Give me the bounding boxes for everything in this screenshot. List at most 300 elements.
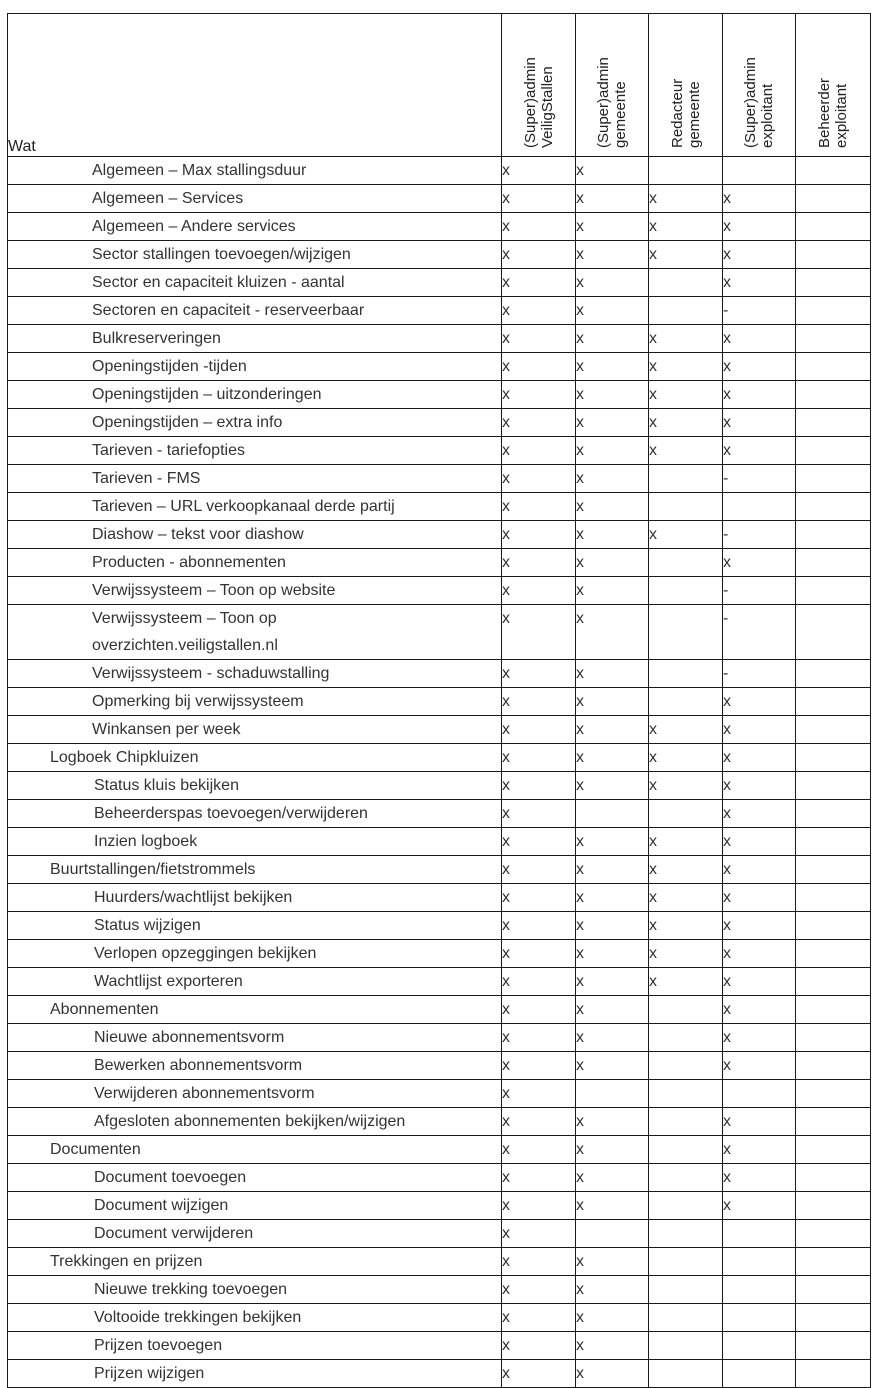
permission-cell: x: [502, 381, 576, 409]
permission-cell: [723, 493, 796, 521]
row-label: [8, 1248, 502, 1276]
permission-cell: x: [723, 213, 796, 241]
header-role-superadmin-veiligstallen: [502, 14, 576, 157]
table-row: [8, 185, 871, 213]
permission-cell: x: [649, 353, 723, 381]
row-label-text: Logboek Chipkluizen: [50, 749, 199, 766]
header-role-superadmin-gemeente: [576, 14, 649, 157]
permission-cell: x: [723, 744, 796, 772]
permission-cell: x: [649, 185, 723, 213]
row-label-text: Huurders/wachtlijst bekijken: [94, 889, 293, 906]
table-row: [8, 1136, 871, 1164]
permission-cell: x: [502, 968, 576, 996]
permission-cell: x: [502, 521, 576, 549]
table-row: [8, 1108, 871, 1136]
row-label: [8, 996, 502, 1024]
permission-cell: [796, 1108, 871, 1136]
table-row: [8, 465, 871, 493]
row-label: [8, 409, 502, 437]
row-label-text: Tarieven – URL verkoopkanaal derde partij: [92, 498, 395, 515]
permission-cell: [796, 828, 871, 856]
table-row: [8, 549, 871, 577]
permission-cell: x: [576, 1164, 649, 1192]
permission-cell: x: [723, 269, 796, 297]
permission-cell: x: [576, 912, 649, 940]
row-label: [8, 605, 502, 660]
permission-cell: [796, 493, 871, 521]
permission-cell: x: [723, 1136, 796, 1164]
table-row: [8, 1164, 871, 1192]
row-label-text: Verwijssysteem – Toon op website: [92, 582, 336, 599]
permission-cell: x: [502, 465, 576, 493]
permission-cell: x: [723, 716, 796, 744]
row-label: [8, 437, 502, 465]
permission-cell: x: [502, 493, 576, 521]
table-row: [8, 1192, 871, 1220]
permission-cell: x: [723, 1192, 796, 1220]
permission-cell: [649, 1332, 723, 1360]
row-label-text: Buurtstallingen/fietstrommels: [50, 861, 256, 878]
permission-cell: x: [502, 577, 576, 605]
permission-cell: [796, 381, 871, 409]
row-label-text: Prijzen wijzigen: [94, 1365, 205, 1382]
row-label: [8, 1220, 502, 1248]
permission-cell: [649, 577, 723, 605]
permission-cell: [796, 157, 871, 185]
permission-cell: x: [723, 828, 796, 856]
permission-cell: x: [576, 297, 649, 325]
table-row: [8, 1276, 871, 1304]
permission-cell: [796, 996, 871, 1024]
permission-cell: x: [649, 772, 723, 800]
header-role-line1: (Super)admin: [742, 57, 759, 148]
permission-cell: x: [502, 409, 576, 437]
table-row: [8, 828, 871, 856]
row-label: [8, 1304, 502, 1332]
table-row: [8, 213, 871, 241]
row-label-text: Algemeen – Andere services: [92, 218, 296, 235]
header-role-beheerder-exploitant: [796, 14, 871, 157]
permission-cell: [796, 856, 871, 884]
permission-cell: x: [576, 185, 649, 213]
permission-cell: x: [649, 744, 723, 772]
permission-cell: x: [502, 353, 576, 381]
permission-cell: [649, 1276, 723, 1304]
permission-cell: x: [576, 577, 649, 605]
permission-cell: x: [649, 381, 723, 409]
permission-cell: x: [502, 241, 576, 269]
permission-cell: [796, 912, 871, 940]
permission-cell: [796, 940, 871, 968]
permission-cell: x: [502, 1304, 576, 1332]
permission-cell: x: [649, 521, 723, 549]
permission-cell: -: [723, 577, 796, 605]
permission-cell: x: [576, 1136, 649, 1164]
permission-cell: x: [576, 325, 649, 353]
permissions-table: [7, 13, 871, 1388]
permission-cell: x: [502, 996, 576, 1024]
permission-cell: [796, 660, 871, 688]
permission-cell: x: [502, 1248, 576, 1276]
row-label: [8, 241, 502, 269]
row-label-text: Tarieven - FMS: [92, 470, 201, 487]
permission-cell: [796, 1360, 871, 1388]
permission-cell: [649, 269, 723, 297]
permission-cell: x: [502, 1080, 576, 1108]
header-role-line2: gemeente: [612, 81, 629, 148]
permission-cell: [796, 1052, 871, 1080]
permission-cell: [796, 1164, 871, 1192]
permission-cell: x: [723, 688, 796, 716]
row-label-text: Algemeen – Max stallingsduur: [92, 162, 307, 179]
row-label-text: Status wijzigen: [94, 917, 201, 934]
permission-cell: [649, 688, 723, 716]
permission-cell: x: [502, 772, 576, 800]
permission-cell: x: [576, 1360, 649, 1388]
row-label-text: Verwijderen abonnementsvorm: [94, 1085, 315, 1102]
permission-cell: [796, 325, 871, 353]
permission-cell: [796, 549, 871, 577]
permission-cell: x: [502, 716, 576, 744]
permission-cell: x: [649, 968, 723, 996]
table-row: [8, 493, 871, 521]
row-label: [8, 884, 502, 912]
permission-cell: [649, 1220, 723, 1248]
permission-cell: x: [576, 157, 649, 185]
permission-cell: x: [576, 828, 649, 856]
permission-cell: [796, 269, 871, 297]
row-label-text: Sector stallingen toevoegen/wijzigen: [92, 246, 351, 263]
permission-cell: [796, 1192, 871, 1220]
header-row: [8, 14, 871, 157]
table-row: [8, 660, 871, 688]
permission-cell: x: [576, 1248, 649, 1276]
row-label-text: Nieuwe trekking toevoegen: [94, 1281, 288, 1298]
row-label-text: Verwijssysteem - schaduwstalling: [92, 665, 330, 682]
header-role-line2: exploitant: [833, 83, 850, 148]
row-label: [8, 465, 502, 493]
permission-cell: [576, 800, 649, 828]
permission-cell: x: [723, 1164, 796, 1192]
permission-cell: x: [576, 605, 649, 660]
table-row: [8, 884, 871, 912]
permission-cell: x: [723, 912, 796, 940]
row-label: [8, 1052, 502, 1080]
permission-cell: [723, 1220, 796, 1248]
permission-cell: x: [576, 940, 649, 968]
row-label: [8, 828, 502, 856]
row-label-text: Producten - abonnementen: [92, 554, 286, 571]
row-label: [8, 521, 502, 549]
permission-cell: [796, 800, 871, 828]
permission-cell: [796, 241, 871, 269]
row-label-text: Afgesloten abonnementen bekijken/wijzigen: [94, 1113, 406, 1130]
permission-cell: x: [502, 1136, 576, 1164]
permission-cell: x: [502, 1360, 576, 1388]
permission-cell: x: [576, 744, 649, 772]
permission-cell: x: [723, 1024, 796, 1052]
row-label: [8, 1276, 502, 1304]
permission-cell: x: [723, 185, 796, 213]
row-label: [8, 856, 502, 884]
permission-cell: x: [502, 660, 576, 688]
row-label-text: Document toevoegen: [94, 1169, 247, 1186]
permission-cell: x: [576, 996, 649, 1024]
row-label: [8, 660, 502, 688]
table-row: [8, 353, 871, 381]
row-label: [8, 1024, 502, 1052]
permission-cell: x: [723, 409, 796, 437]
permission-cell: [649, 1360, 723, 1388]
permission-cell: x: [723, 241, 796, 269]
table-row: [8, 409, 871, 437]
table-row: [8, 297, 871, 325]
row-label: [8, 577, 502, 605]
permission-cell: x: [576, 493, 649, 521]
row-label: [8, 716, 502, 744]
permission-cell: x: [649, 241, 723, 269]
permission-cell: [796, 353, 871, 381]
permission-cell: [796, 1024, 871, 1052]
table-row: [8, 1220, 871, 1248]
permission-cell: x: [576, 465, 649, 493]
permission-cell: x: [576, 856, 649, 884]
table-row: [8, 744, 871, 772]
permission-cell: x: [502, 1164, 576, 1192]
row-label: [8, 772, 502, 800]
row-label-text: Openingstijden – uitzonderingen: [92, 386, 322, 403]
row-label: [8, 213, 502, 241]
row-label-text: Document verwijderen: [94, 1225, 254, 1242]
permission-cell: [796, 744, 871, 772]
permission-cell: [796, 605, 871, 660]
row-label: [8, 325, 502, 353]
permission-cell: -: [723, 297, 796, 325]
table-row: [8, 269, 871, 297]
permission-cell: x: [502, 325, 576, 353]
permission-cell: x: [502, 1052, 576, 1080]
row-label-text: Document wijzigen: [94, 1197, 229, 1214]
table-row: [8, 940, 871, 968]
permission-cell: x: [649, 940, 723, 968]
table-row: [8, 716, 871, 744]
row-label: [8, 493, 502, 521]
table-row: [8, 1360, 871, 1388]
permission-cell: [796, 213, 871, 241]
permission-cell: x: [649, 828, 723, 856]
permission-cell: [796, 185, 871, 213]
permission-cell: x: [576, 269, 649, 297]
permission-cell: x: [576, 772, 649, 800]
permission-cell: x: [649, 437, 723, 465]
header-role-line2: gemeente: [685, 81, 703, 148]
permission-cell: [649, 493, 723, 521]
permission-cell: -: [723, 465, 796, 493]
permission-cell: x: [576, 409, 649, 437]
row-label-text: Winkansen per week: [92, 721, 241, 738]
permission-cell: x: [502, 856, 576, 884]
permission-cell: x: [723, 1108, 796, 1136]
permission-cell: x: [576, 241, 649, 269]
permission-cell: x: [502, 940, 576, 968]
row-label: [8, 185, 502, 213]
permission-cell: [796, 409, 871, 437]
permission-cell: x: [502, 1192, 576, 1220]
permission-cell: x: [576, 381, 649, 409]
permission-cell: [796, 521, 871, 549]
permission-cell: [649, 1192, 723, 1220]
table-row: [8, 1248, 871, 1276]
permission-cell: x: [723, 996, 796, 1024]
header-wat: Wat: [8, 14, 502, 157]
permission-cell: x: [723, 437, 796, 465]
row-label-text: Bulkreserveringen: [92, 330, 221, 347]
permission-cell: [796, 688, 871, 716]
permission-cell: [723, 157, 796, 185]
row-label: [8, 381, 502, 409]
permission-cell: [796, 577, 871, 605]
table-row: [8, 800, 871, 828]
permission-cell: x: [576, 884, 649, 912]
permission-cell: x: [576, 1052, 649, 1080]
permission-cell: x: [649, 912, 723, 940]
permission-cell: x: [502, 884, 576, 912]
permission-cell: [576, 1080, 649, 1108]
permission-cell: [796, 437, 871, 465]
permission-cell: x: [576, 437, 649, 465]
permission-cell: x: [723, 856, 796, 884]
table-row: [8, 1080, 871, 1108]
permission-cell: x: [649, 409, 723, 437]
row-label-text: Diashow – tekst voor diashow: [92, 526, 304, 543]
permission-cell: -: [723, 605, 796, 660]
header-role-line2: VeiligStallen: [538, 66, 556, 148]
row-label: [8, 269, 502, 297]
permission-cell: x: [649, 213, 723, 241]
permission-cell: x: [723, 884, 796, 912]
permission-cell: x: [576, 1024, 649, 1052]
header-role-line2: exploitant: [759, 83, 776, 148]
permission-cell: [796, 1332, 871, 1360]
permission-cell: [649, 549, 723, 577]
table-row: [8, 1304, 871, 1332]
row-label-text: Sectoren en capaciteit - reserveerbaar: [92, 302, 365, 319]
row-label-text: Prijzen toevoegen: [94, 1337, 223, 1354]
permission-cell: [649, 996, 723, 1024]
permission-cell: [796, 968, 871, 996]
permission-cell: [723, 1304, 796, 1332]
permission-cell: x: [576, 660, 649, 688]
permission-cell: x: [502, 912, 576, 940]
permission-cell: [649, 465, 723, 493]
permission-cell: [796, 1136, 871, 1164]
permission-cell: x: [502, 1024, 576, 1052]
table-row: [8, 772, 871, 800]
permission-cell: x: [502, 744, 576, 772]
permission-cell: [796, 1304, 871, 1332]
permission-cell: [723, 1248, 796, 1276]
permission-cell: x: [723, 940, 796, 968]
permission-cell: x: [576, 1108, 649, 1136]
permission-cell: x: [723, 381, 796, 409]
row-label: [8, 1136, 502, 1164]
permission-cell: x: [723, 353, 796, 381]
permission-cell: x: [649, 716, 723, 744]
table-row: [8, 605, 871, 660]
row-label-text: Bewerken abonnementsvorm: [94, 1057, 303, 1074]
permission-cell: x: [502, 157, 576, 185]
permission-cell: x: [576, 353, 649, 381]
permission-cell: x: [502, 1108, 576, 1136]
permission-cell: [723, 1276, 796, 1304]
row-label-text: Status kluis bekijken: [94, 777, 239, 794]
row-label: [8, 968, 502, 996]
permission-cell: [796, 297, 871, 325]
row-label: [8, 1192, 502, 1220]
permission-cell: x: [576, 213, 649, 241]
permission-cell: [649, 605, 723, 660]
permission-cell: x: [576, 688, 649, 716]
header-role-line1: Redacteur: [668, 78, 686, 148]
permission-cell: x: [502, 1332, 576, 1360]
permission-cell: x: [502, 1276, 576, 1304]
permission-cell: [576, 1220, 649, 1248]
permission-cell: x: [649, 856, 723, 884]
permission-cell: x: [576, 968, 649, 996]
row-label-text: Sector en capaciteit kluizen - aantal: [92, 274, 345, 291]
row-label: [8, 1164, 502, 1192]
row-label: [8, 688, 502, 716]
permission-cell: x: [502, 437, 576, 465]
row-label: [8, 1332, 502, 1360]
permission-cell: x: [576, 1192, 649, 1220]
permission-cell: -: [723, 521, 796, 549]
permission-cell: [649, 1164, 723, 1192]
permission-cell: [796, 1220, 871, 1248]
permission-cell: x: [502, 688, 576, 716]
header-role-line1: Beheerder: [816, 77, 833, 148]
permission-cell: [796, 1276, 871, 1304]
header-role-superadmin-exploitant: [723, 14, 796, 157]
row-label: [8, 800, 502, 828]
permission-cell: x: [723, 968, 796, 996]
permission-cell: [649, 1248, 723, 1276]
row-label-text: Opmerking bij verwijssysteem: [92, 693, 304, 710]
permission-cell: [649, 660, 723, 688]
row-label-text: Openingstijden -tijden: [92, 358, 247, 375]
permission-cell: [796, 1248, 871, 1276]
row-label-text: Abonnementen: [50, 1001, 159, 1018]
table-row: [8, 968, 871, 996]
permission-cell: x: [723, 325, 796, 353]
header-role-redacteur-gemeente: [649, 14, 723, 157]
table-row: [8, 381, 871, 409]
permission-cell: x: [576, 1304, 649, 1332]
permission-cell: x: [576, 716, 649, 744]
permission-cell: x: [576, 521, 649, 549]
header-role-line1: (Super)admin: [595, 57, 612, 148]
row-label: [8, 353, 502, 381]
permission-cell: x: [576, 1332, 649, 1360]
row-label: [8, 1108, 502, 1136]
row-label-text: Verlopen opzeggingen bekijken: [94, 945, 317, 962]
row-label: [8, 744, 502, 772]
row-label-text: Voltooide trekkingen bekijken: [94, 1309, 302, 1326]
permission-cell: [649, 1304, 723, 1332]
permission-cell: [796, 772, 871, 800]
permission-cell: x: [502, 828, 576, 856]
permission-cell: [649, 1136, 723, 1164]
